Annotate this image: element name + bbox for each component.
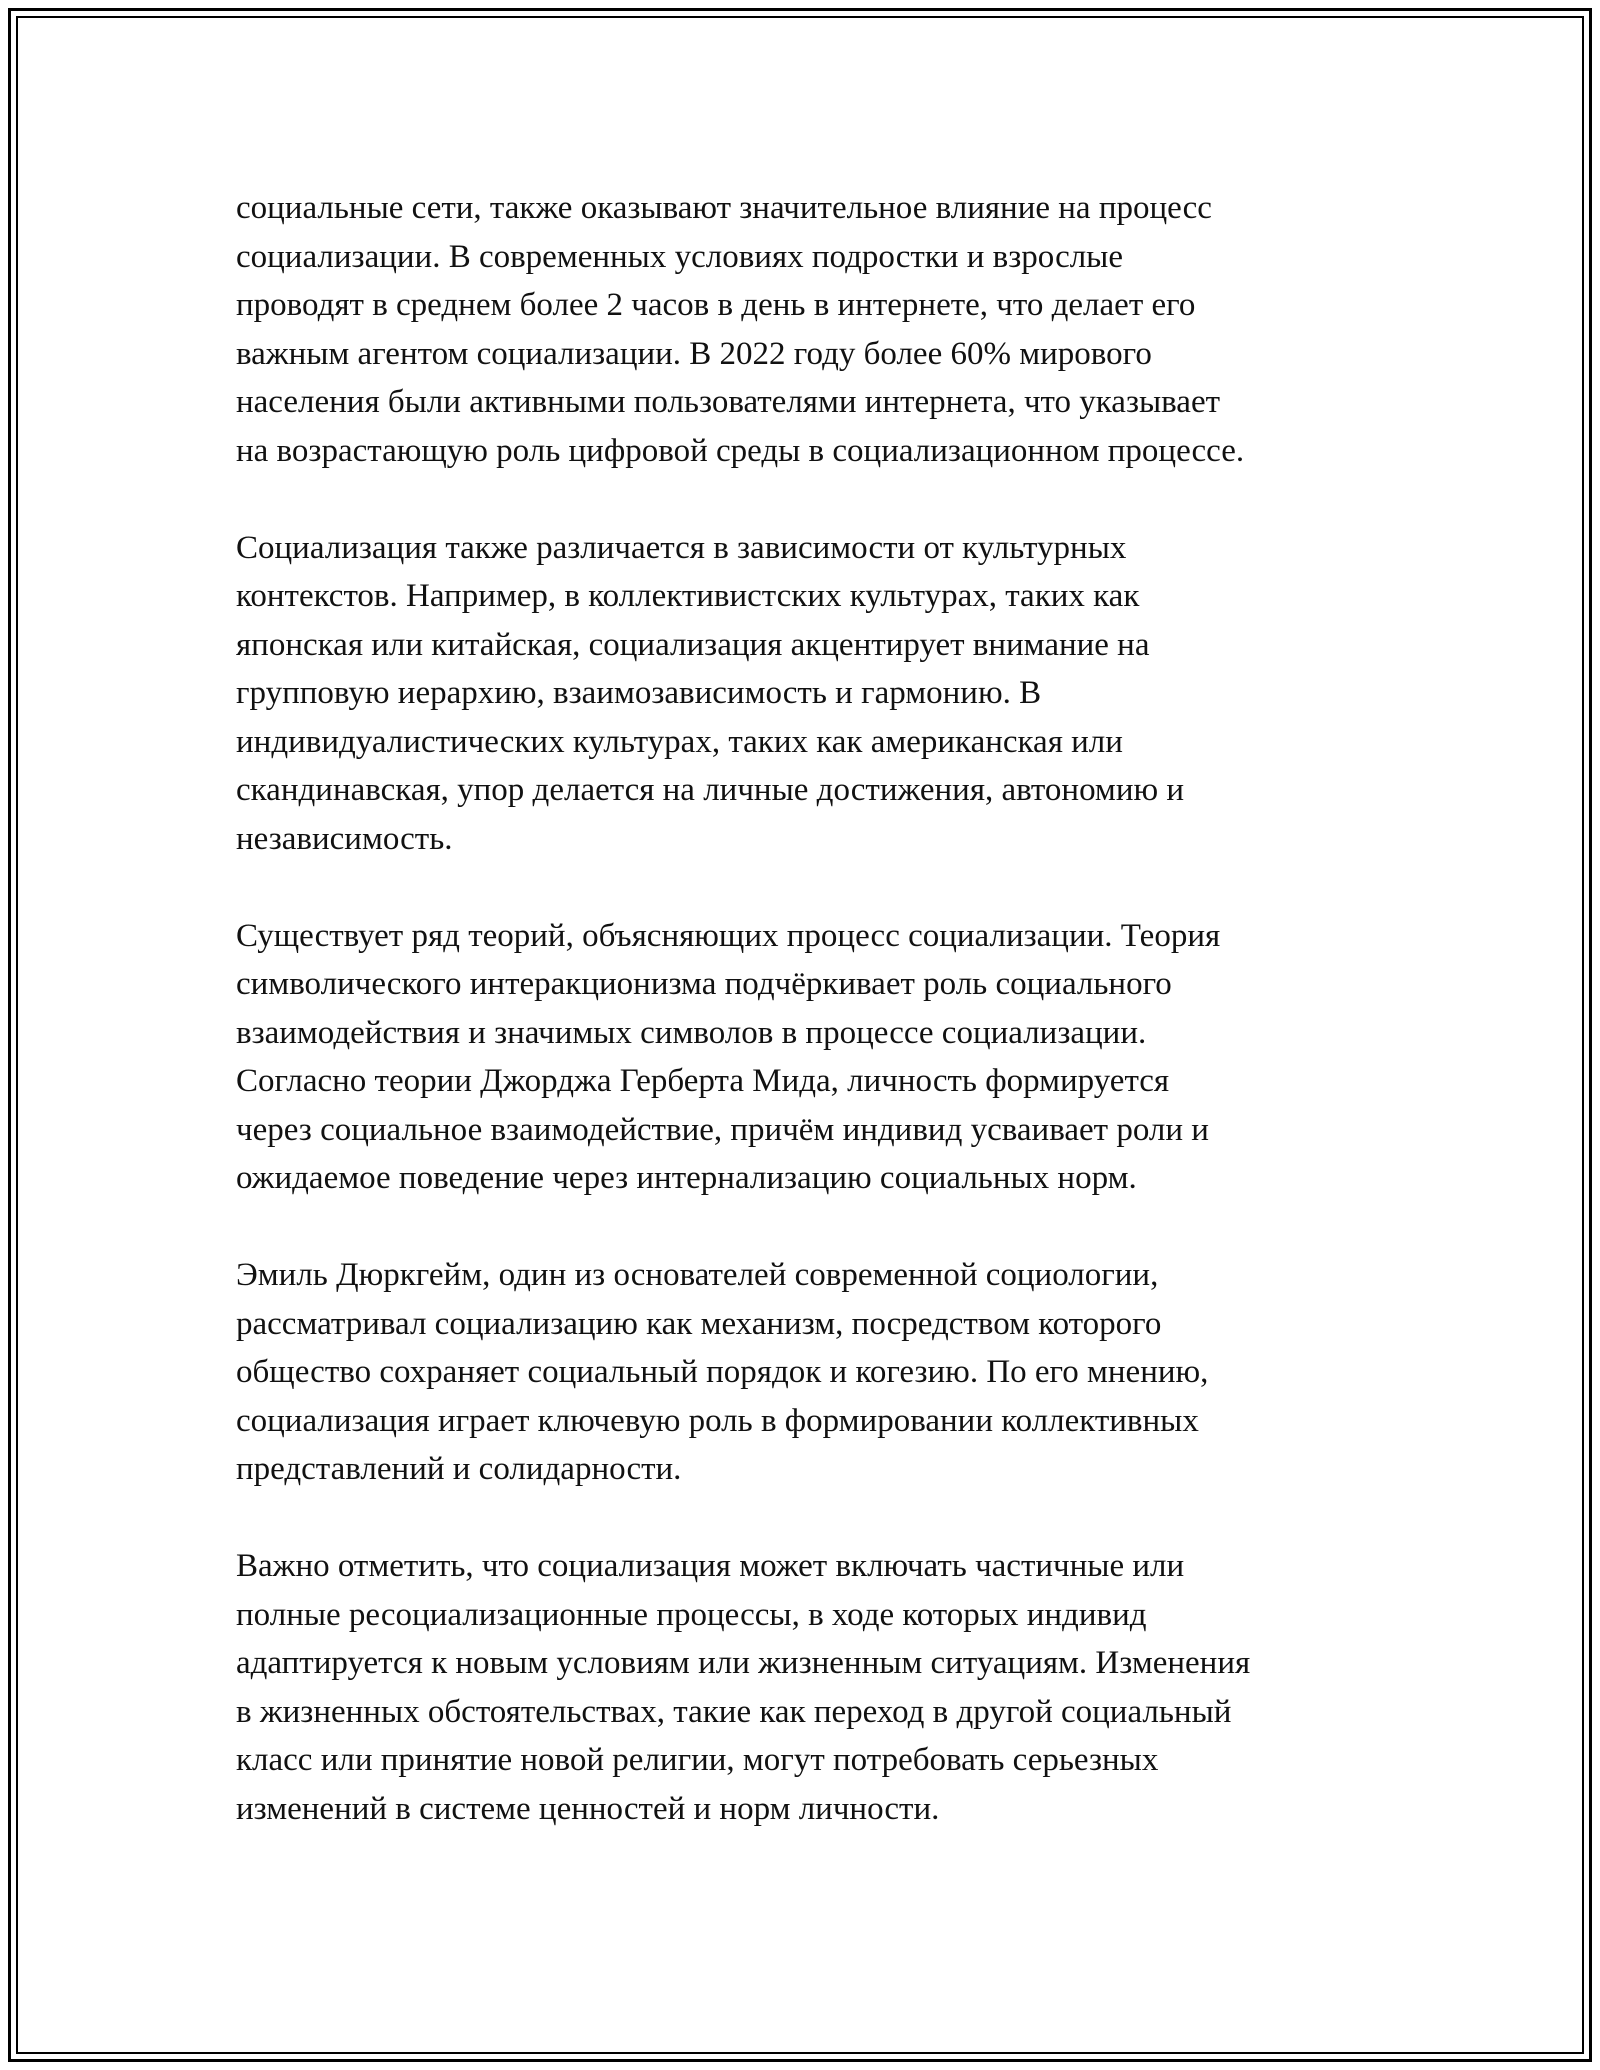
text-line: Согласно теории Джорджа Герберта Мида, личность формируется (236, 1063, 1170, 1099)
text-line: полные ресоциализационные процессы, в ходе которых индивид (236, 1596, 1147, 1633)
text-line: важным агентом социализации. В 2022 году более 60% мирового (236, 335, 1152, 372)
paragraph-3 (236, 912, 1386, 1203)
text-line: общество сохраняет социальный порядок и когезию. По его мнению, (236, 1354, 1209, 1390)
text-line: представлений и солидарности. (236, 1451, 682, 1487)
text-line: класс или принятие новой религии, могут потребовать серьезных (236, 1742, 1159, 1778)
text-line: социализация играет ключевую роль в формировании коллективных (236, 1402, 1199, 1439)
text-line: Эмиль Дюркгейм, один из основателей современной социологии, (236, 1257, 1159, 1293)
text-line: взаимодействия и значимых символов в процессе социализации. (236, 1014, 1147, 1051)
text-line: символического интеракционизма подчёркивает роль социального (236, 966, 1172, 1002)
text-line: социализации. В современных условиях подростки и взрослые (236, 238, 1124, 275)
text-line: рассматривал социализацию как механизм, посредством которого (236, 1305, 1162, 1342)
document-body (236, 184, 1386, 1882)
text-line: Социализация также различается в зависимости от культурных (236, 529, 1127, 566)
text-line: социальные сети, также оказывают значительное влияние на процесс (236, 190, 1212, 226)
text-line: в жизненных обстоятельствах, такие как переход в другой социальный (236, 1693, 1232, 1730)
text-line: японская или китайская, социализация акцентирует внимание на (236, 626, 1150, 663)
text-line: Существует ряд теорий, объясняющих процесс социализации. Теория (236, 917, 1221, 954)
text-line: скандинавская, упор делается на личные достижения, автономию и (236, 772, 1185, 808)
text-line: индивидуалистических культурах, таких как американская или (236, 723, 1123, 760)
text-line: групповую иерархию, взаимозависимость и гармонию. В (236, 675, 1042, 711)
text-line: проводят в среднем более 2 часов в день в интернете, что делает его (236, 287, 1196, 323)
text-line: независимость. (236, 820, 453, 857)
text-line: Важно отметить, что социализация может включать частичные или (236, 1548, 1185, 1584)
paragraph-4 (236, 1251, 1386, 1494)
text-line: контекстов. Например, в коллективистских культурах, таких как (236, 578, 1140, 614)
text-line: изменений в системе ценностей и норм личности. (236, 1790, 940, 1827)
text-line: на возрастающую роль цифровой среды в социализационном процессе. (236, 432, 1245, 469)
paragraph-5 (236, 1542, 1386, 1833)
paragraph-1 (236, 184, 1386, 475)
text-line: населения были активными пользователями интернета, что указывает (236, 384, 1221, 420)
text-line: адаптируется к новым условиям или жизненным ситуациям. Изменения (236, 1645, 1251, 1681)
text-line: ожидаемое поведение через интернализацию социальных норм. (236, 1160, 1137, 1196)
text-line: через социальное взаимодействие, причём индивид усваивает роли и (236, 1111, 1209, 1148)
paragraph-2 (236, 524, 1386, 864)
